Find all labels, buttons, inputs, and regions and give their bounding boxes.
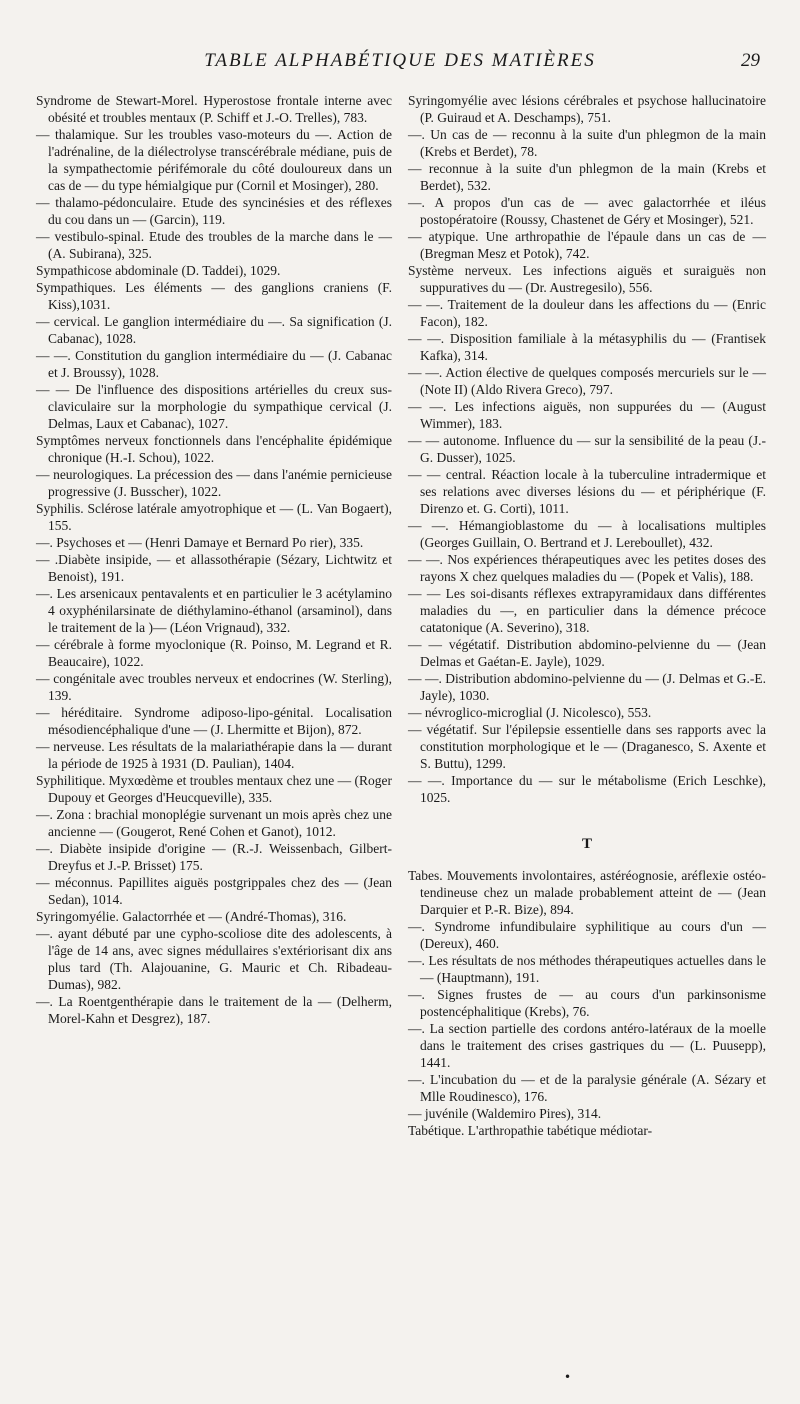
index-subentry: — héréditaire. Syndrome adiposo-lipo-génital. Localisation mésodiencéphalique d'une — (J. Lhermitte et Bijon), 872. [36, 705, 392, 737]
index-entry-heading: Syphilis. Sclérose latérale amyotrophique et — (L. Van Bogaert), 155. [36, 501, 392, 533]
footer-mark: • [564, 1370, 572, 1384]
index-subentry: — .Diabète insipide, — et allassothérapie (Sézary, Lichtwitz et Benoist), 191. [36, 552, 392, 584]
index-subentry: —. Syndrome infundibulaire syphilitique au cours d'un — (Dereux), 460. [408, 919, 766, 951]
index-subentry: —. Zona : brachial monoplégie survenant un mois après chez une ancienne — (Gougerot, René Cohen et Ganot), 1012. [36, 807, 392, 839]
index-entry-heading: Sympathicose abdominale (D. Taddei), 1029. [36, 263, 281, 278]
index-subentry: — —. Les infections aiguës, non suppurées du — (August Wimmer), 183. [408, 399, 766, 431]
index-subentry: — — Les soi-disants réflexes extrapyramidaux dans différentes maladies du —, en particulier dans la démence précoce catatonique (A. Severino), 318. [408, 586, 766, 635]
index-subentry: — — central. Réaction locale à la tuberculine intradermique et ses relations avec diverses lésions du — et périphérique (F. Direnzo et. G. Corti), 1011. [408, 467, 766, 516]
index-subentry: — congénitale avec troubles nerveux et endocrines (W. Sterling), 139. [36, 671, 392, 703]
index-subentry: — —. Hémangioblastome du — à localisations multiples (Georges Guillain, O. Bertrand et J. Lereboullet), 432. [408, 518, 766, 550]
index-subentry: —. Signes frustes de — au cours d'un parkinsonisme postencéphalitique (Krebs), 76. [408, 987, 766, 1019]
page-number: 29 [741, 50, 760, 71]
index-entry-heading: Syndrome de Stewart-Morel. Hyperostose frontale interne avec obésité et troubles mentaux (P. Schiff et J.-O. Trelles), 783. [36, 93, 392, 125]
index-entry-heading: Syphilitique. Myxœdème et troubles mentaux chez une — (Roger Dupouy et Georges d'Heucqueville), 335. [36, 773, 392, 805]
left-column [36, 92, 392, 1027]
right-column [408, 92, 766, 1139]
index-subentry: — atypique. Une arthropathie de l'épaule dans un cas de — (Bregman Mesz et Potok), 742. [408, 229, 766, 261]
running-header [0, 48, 800, 78]
section-letter: T [581, 836, 592, 852]
index-subentry: —. L'incubation du — et de la paralysie générale (A. Sézary et Mlle Roudinesco), 176. [408, 1072, 766, 1104]
index-subentry: — —. Traitement de la douleur dans les affections du — (Enric Facon), 182. [408, 297, 766, 329]
index-entry-heading: Syringomyélie. Galactorrhée et — (André-Thomas), 316. [36, 909, 347, 924]
index-subentry: — —. Distribution abdomino-pelvienne du — (J. Delmas et G.-E. Jayle), 1030. [408, 671, 766, 703]
index-subentry: — juvénile (Waldemiro Pires), 314. [408, 1106, 602, 1121]
index-subentry: —. ayant débuté par une cypho-scoliose dite des adolescents, à l'âge de 14 ans, avec signes médullaires s'extériorisant dix ans plus tard (Th. Alajouanine, G. Mauric et Ch. Ribadeau-Dumas), 982. [36, 926, 392, 992]
index-subentry: — thalamo-pédonculaire. Etude des syncinésies et des réflexes du cou dans un — (Garcin), 119. [36, 195, 392, 227]
index-subentry: —. La Roentgenthérapie dans le traitement de la — (Delherm, Morel-Kahn et Desgrez), 187. [36, 994, 392, 1026]
index-entry-heading: Symptômes nerveux fonctionnels dans l'encéphalite épidémique chronique (H.-I. Schou), 1022. [36, 433, 392, 465]
index-subentry: — — végétatif. Distribution abdomino-pelvienne du — (Jean Delmas et Gaétan-E. Jayle), 1029. [408, 637, 766, 669]
index-entry-heading: Système nerveux. Les infections aiguës et suraiguës non suppuratives du — (Dr. Austregesilo), 556. [408, 263, 766, 295]
index-subentry: —. Les résultats de nos méthodes thérapeutiques actuelles dans le — (Hauptmann), 191. [408, 953, 766, 985]
index-entry-heading: Syringomyélie avec lésions cérébrales et psychose hallucinatoire (P. Guiraud et A. Deschamps), 751. [408, 93, 766, 125]
index-subentry: — cérébrale à forme myoclonique (R. Poinso, M. Legrand et R. Beaucaire), 1022. [36, 637, 392, 669]
index-subentry: —. Diabète insipide d'origine — (R.-J. Weissenbach, Gilbert-Dreyfus et J.-P. Brisset) 175. [36, 841, 392, 873]
index-subentry: —. Psychoses et — (Henri Damaye et Bernard Po rier), 335. [36, 535, 364, 550]
index-subentry: — —. Action élective de quelques composés mercuriels sur le — (Note II) (Aldo Rivera Greco), 797. [408, 365, 766, 397]
index-entry-heading: Tabétique. L'arthropathie tabétique médiotar- [408, 1123, 653, 1138]
running-title: TABLE ALPHABÉTIQUE DES MATIÈRES [204, 50, 596, 71]
index-subentry: — —. Disposition familiale à la métasyphilis du — (Frantisek Kafka), 314. [408, 331, 766, 363]
index-subentry: — — De l'influence des dispositions artérielles du creux sus-claviculaire sur la morphologie du sympathique cervical (J. Delmas, Laux et Cabanac), 1027. [36, 382, 392, 431]
index-subentry: — reconnue à la suite d'un phlegmon de la main (Krebs et Berdet), 532. [408, 161, 766, 193]
index-subentry: —. Un cas de — reconnu à la suite d'un phlegmon de la main (Krebs et Berdet), 78. [408, 127, 766, 159]
index-subentry: —. La section partielle des cordons antéro-latéraux de la moelle dans le traitement des crises gastriques du — (L. Puusepp), 1441. [408, 1021, 766, 1070]
index-subentry: — thalamique. Sur les troubles vaso-moteurs du —. Action de l'adrénaline, de la diélectrolyse transcérébrale médiane, puis de la sympathectomie périfémorale du côté douloureux dans un cas de — du type hémialgique pur (Cornil et Mosinger), 280. [36, 127, 392, 193]
index-subentry: — vestibulo-spinal. Etude des troubles de la marche dans le — (A. Subirana), 325. [36, 229, 392, 261]
index-subentry: — cervical. Le ganglion intermédiaire du —. Sa signification (J. Cabanac), 1028. [36, 314, 392, 346]
index-subentry: — — autonome. Influence du — sur la sensibilité de la peau (J.-G. Dusser), 1025. [408, 433, 766, 465]
index-subentry: — méconnus. Papillites aiguës postgrippales chez des — (Jean Sedan), 1014. [36, 875, 392, 907]
index-subentry: — névroglico-microglial (J. Nicolesco), 553. [408, 705, 652, 720]
index-subentry: —. A propos d'un cas de — avec galactorrhée et iléus postopératoire (Roussy, Chastenet de Géry et Mosinger), 521. [408, 195, 766, 227]
index-subentry: — —. Importance du — sur le métabolisme (Erich Leschke), 1025. [408, 773, 766, 805]
index-subentry: — nerveuse. Les résultats de la malariathérapie dans la — durant la période de 1925 à 1931 (D. Paulian), 1404. [36, 739, 392, 771]
index-subentry: —. Les arsenicaux pentavalents et en particulier le 3 acétylamino 4 oxyphénilarsinate de diéthylamino-éthanol (arsaminol), dans le traitement de la )— (Léon Vrignaud), 332. [36, 586, 392, 635]
index-entry-heading: Sympathiques. Les éléments — des ganglions craniens (F. Kiss),1031. [36, 280, 392, 312]
index-subentry: — —. Constitution du ganglion intermédiaire du — (J. Cabanac et J. Broussy), 1028. [36, 348, 392, 380]
index-subentry: — neurologiques. La précession des — dans l'anémie pernicieuse progressive (J. Busscher), 1022. [36, 467, 392, 499]
index-entry-heading: Tabes. Mouvements involontaires, astéréognosie, aréflexie ostéo-tendineuse chez un malade probablement atteint de — (Jean Darquier et P.-R. Bize), 894. [408, 868, 766, 917]
index-subentry: — —. Nos expériences thérapeutiques avec les petites doses des rayons X chez quelques maladies du — (Popek et Valis), 188. [408, 552, 766, 584]
index-subentry: — végétatif. Sur l'épilepsie essentielle dans ses rapports avec la constitution morphologique et le — (Draganesco, S. Axente et S. Buttu), 1299. [408, 722, 766, 771]
